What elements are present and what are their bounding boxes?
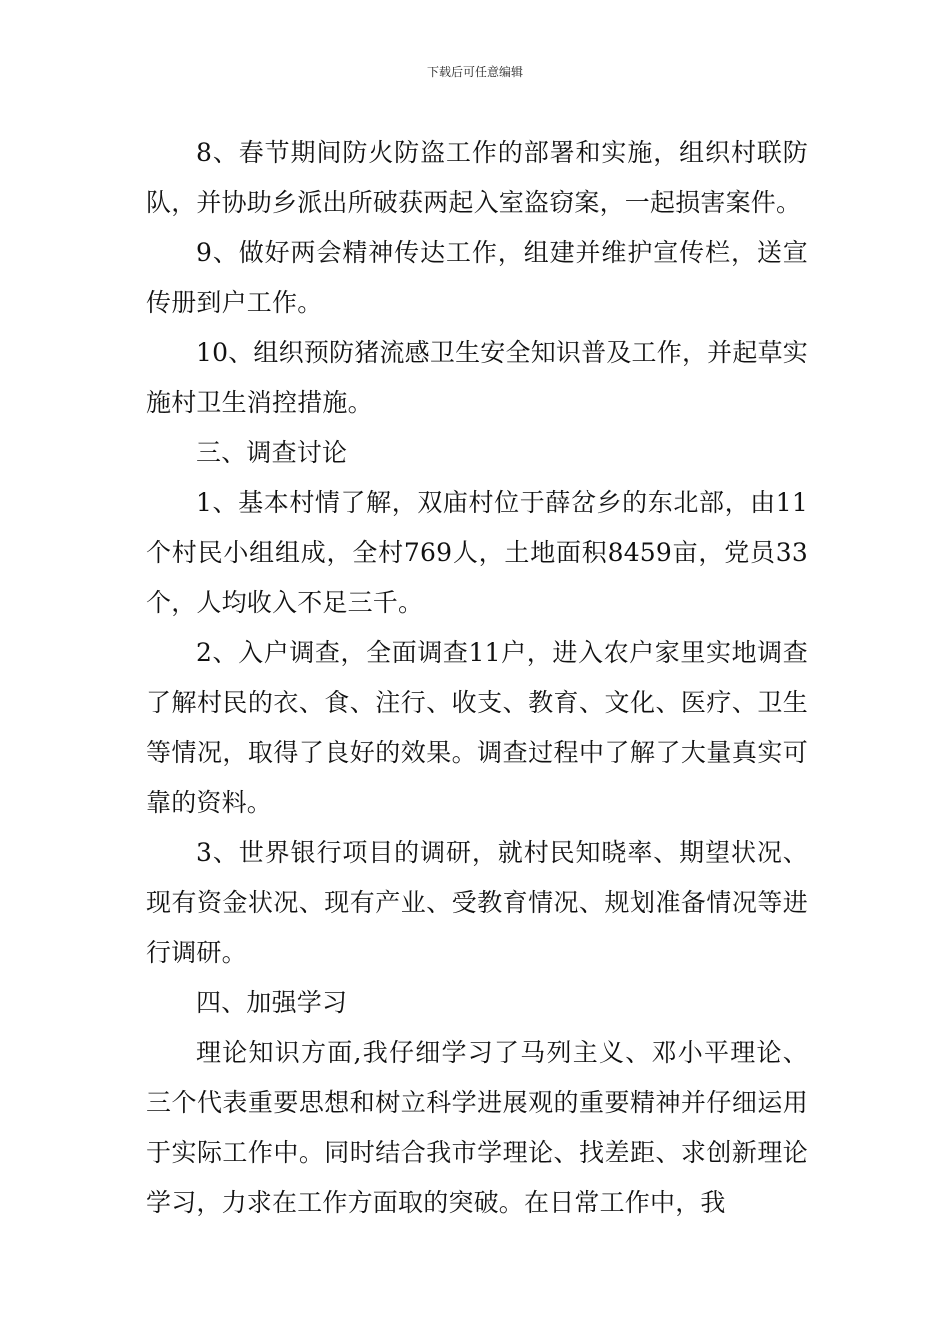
section-heading-study: 四、加强学习 [196, 988, 348, 1017]
paragraph-village-info: 1、基本村情了解，双庙村位于薛岔乡的东北部，由11个村民小组组成，全村769人，土地面积8459亩，党员33个，人均收入不足三千。 [146, 488, 808, 617]
paragraph-theory-study: 理论知识方面,我仔细学习了马列主义、邓小平理论、三个代表重要思想和树立科学进展观的重要精神并仔细运用于实际工作中。同时结合我市学理论、找差距、求创新理论学习，力求在工作方面取的突破。在日常工作中，我 [146, 1038, 808, 1217]
paragraph-household-survey: 2、入户调查，全面调查11户，进入农户家里实地调查了解村民的衣、食、注行、收支、教育、文化、医疗、卫生等情况，取得了良好的效果。调查过程中了解了大量真实可靠的资料。 [146, 638, 808, 817]
section-heading-investigation: 三、调查讨论 [196, 438, 348, 467]
paragraph-world-bank-research: 3、世界银行项目的调研，就村民知晓率、期望状况、现有资金状况、现有产业、受教育情况、规划准备情况等进行调研。 [146, 838, 808, 967]
paragraph-item-8: 8、春节期间防火防盗工作的部署和实施，组织村联防队，并协助乡派出所破获两起入室盗窃案，一起损害案件。 [146, 138, 808, 217]
page-header: 下载后可任意编辑 [426, 65, 523, 79]
document-body [146, 128, 808, 1228]
paragraph-item-9: 9、做好两会精神传达工作，组建并维护宣传栏，送宣传册到户工作。 [146, 238, 808, 317]
paragraph-item-10: 10、组织预防猪流感卫生安全知识普及工作，并起草实施村卫生消控措施。 [146, 338, 808, 417]
